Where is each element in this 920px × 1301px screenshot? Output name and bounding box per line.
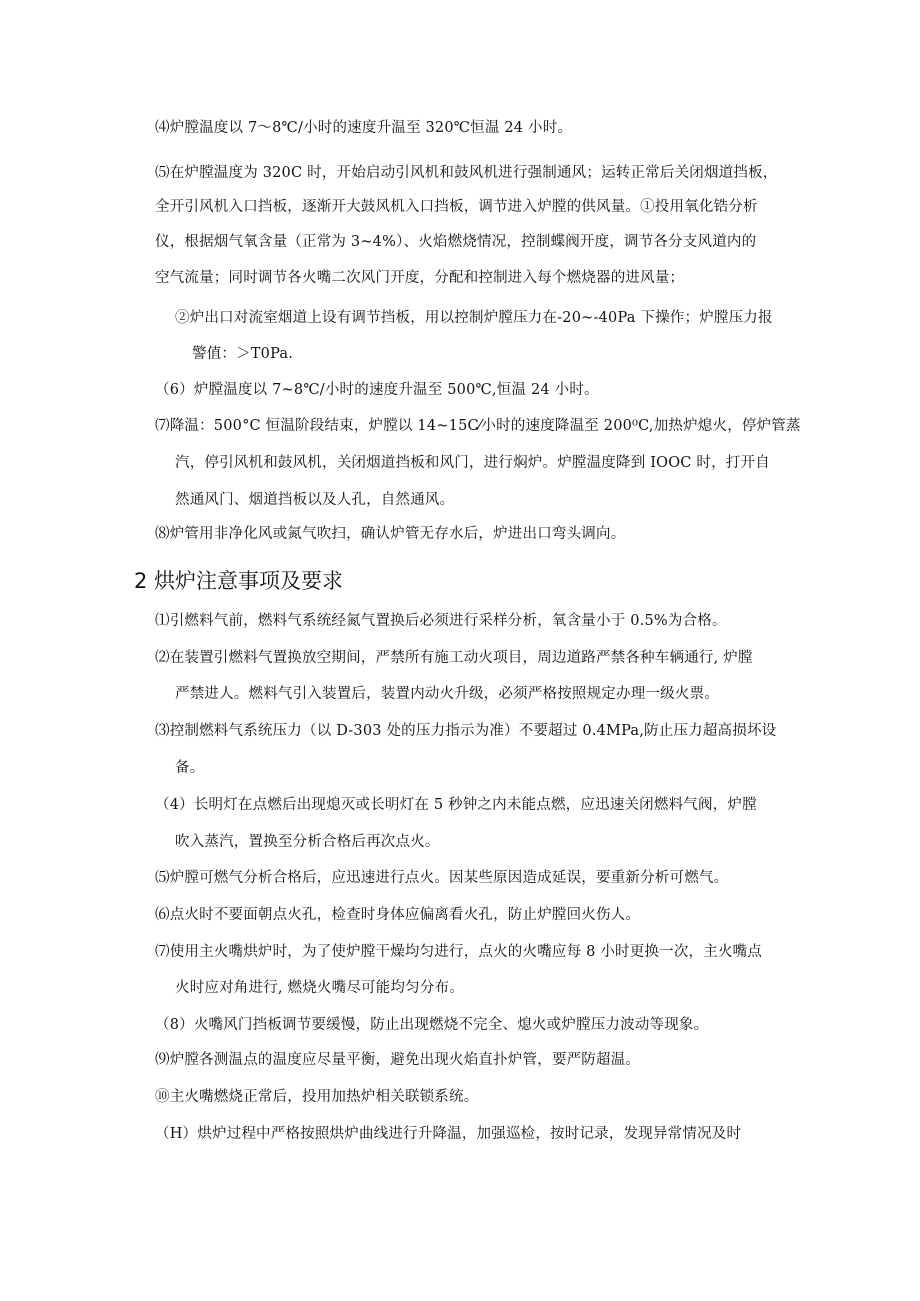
paragraph-line: ⑼炉膛各测温点的温度应尽量平衡，避免出现火焰直扑炉管，要严防超温。 xyxy=(155,1052,641,1068)
paragraph-line: ⑷炉膛温度以 7～8℃/小时的速度升温至 320℃恒温 24 小时。 xyxy=(155,120,573,136)
paragraph-line: 全开引风机入口挡板，逐渐开大鼓风机入口挡板，调节进入炉膛的供风量。①投用氧化锆分析 xyxy=(155,199,758,215)
paragraph-line: ⑻炉管用非净化风或氮气吹扫，确认炉管无存水后，炉进出口弯头调向。 xyxy=(155,526,626,542)
paragraph-line: ⑶控制燃料气系统压力（以 D-303 处的压力指示为准）不要超过 0.4MPa,防止压力超高损坏设 xyxy=(155,723,777,739)
paragraph-line: 备。 xyxy=(175,760,205,776)
paragraph-line: （H）烘炉过程中严格按照烘炉曲线进行升降温，加强巡检，按时记录，发现异常情况及时 xyxy=(155,1126,742,1142)
paragraph-line: 火时应对角进行, 燃烧火嘴尽可能均匀分布。 xyxy=(175,980,464,996)
paragraph-line: 吹入蒸汽，置换至分析合格后再次点火。 xyxy=(175,834,440,850)
paragraph-line: ⑩主火嘴燃烧正常后，投用加热炉相关联锁系统。 xyxy=(155,1089,479,1105)
paragraph-line: ②炉出口对流室烟道上设有调节挡板，用以控制炉膛压力在-20~-40Pa 下操作；炉膛压力报 xyxy=(175,310,773,326)
paragraph-line: ⑵在装置引燃料气置换放空期间，严禁所有施工动火项目，周边道路严禁各种车辆通行, 炉膛 xyxy=(155,650,753,666)
paragraph-line: （6）炉膛温度以 7~8℃/小时的速度升温至 500℃,恒温 24 小时。 xyxy=(155,382,599,398)
section-heading: 2 烘炉注意事项及要求 xyxy=(134,569,344,593)
paragraph-line: 然通风门、烟道挡板以及人孔，自然通风。 xyxy=(175,492,455,508)
paragraph-line: （8）火嘴风门挡板调节要缓慢，防止出现燃烧不完全、熄火或炉膛压力波动等现象。 xyxy=(155,1017,709,1033)
paragraph-line: ⑺降温：500°C 恒温阶段结束，炉膛以 14~15C⁄小时的速度降温至 200⁰C,加热炉熄火，停炉管蒸 xyxy=(155,418,801,434)
paragraph-line: ⑸在炉膛温度为 320C 时，开始启动引风机和鼓风机进行强制通风；运转正常后关闭烟道挡板， xyxy=(155,165,778,181)
paragraph-line: （4）长明灯在点燃后出现熄灭或长明灯在 5 秒钟之内未能点燃，应迅速关闭燃料气阀，炉膛 xyxy=(155,797,757,813)
paragraph-line: 空气流量；同时调节各火嘴二次风门开度，分配和控制进入每个燃烧器的进风量； xyxy=(155,270,685,286)
paragraph-line: ⑹点火时不要面朝点火孔，检查时身体应偏离看火孔，防止炉膛回火伤人。 xyxy=(155,907,641,923)
paragraph-line: 汽，停引风机和鼓风机，关闭烟道挡板和风门，进行焖炉。炉膛温度降到 IOOC 时，打开自 xyxy=(175,455,770,471)
paragraph-line: 警值：＞T0Pa. xyxy=(192,346,294,362)
paragraph-line: ⑺使用主火嘴烘炉时，为了使炉膛干燥均匀进行，点火的火嘴应每 8 小时更换一次，主火嘴点 xyxy=(155,944,763,960)
paragraph-line: ⑴引燃料气前，燃料气系统经氮气置换后必须进行采样分析，氧含量小于 0.5%为合格。 xyxy=(155,613,727,629)
paragraph-line: 仪，根据烟气氧含量（正常为 3~4%）、火焰燃烧情况，控制蝶阀开度，调节各分支风道内的 xyxy=(155,234,757,250)
paragraph-line: 严禁进人。燃料气引入装置后，装置内动火升级，必须严格按照规定办理一级火票。 xyxy=(175,686,719,702)
paragraph-line: ⑸炉膛可燃气分析合格后，应迅速进行点火。因某些原因造成延误，要重新分析可燃气。 xyxy=(155,870,729,886)
